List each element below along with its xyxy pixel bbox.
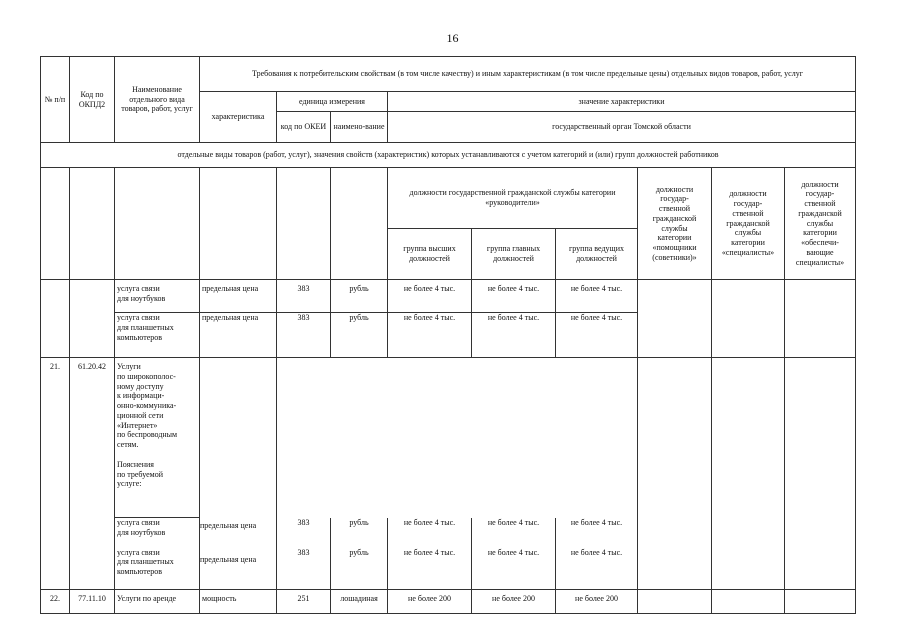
page-number: 16 (446, 31, 459, 45)
item-unit-code: 383 (277, 548, 331, 590)
item-value-leading: не более 200 (556, 590, 638, 614)
header-unit: единица измерения (277, 92, 388, 112)
header-requirements: Требования к потребительским свойствам (в том числе качеству) и иным характеристикам (в том числе предельные цены) отдельных видов товаров, работ, услуг (200, 57, 856, 92)
item-unit-code: 383 (277, 518, 331, 548)
category-assistants: должности государ- ственной гражданской службы категории «помощники (советники)» (638, 168, 712, 280)
category-support: должности государ- ственной гражданской службы категории «обеспечи- вающие специалисты» (785, 168, 856, 280)
item-value-main: не более 4 тыс. (472, 548, 556, 590)
row-okpd: 61.20.42 (70, 358, 115, 590)
item-name: услуга связи для ноутбуков (115, 518, 200, 548)
item-value-leading: не более 4 тыс. (556, 548, 638, 590)
item-value-main: не более 4 тыс. (472, 518, 556, 548)
item-characteristic: предельная цена (200, 555, 257, 564)
item-value-main: не более 200 (472, 590, 556, 614)
item-name: услуга связи для ноутбуков (115, 280, 200, 313)
header-okpd: Код по ОКПД2 (70, 57, 115, 143)
item-name: услуга связи для планшетных компьютеров (115, 548, 200, 590)
requirements-table (40, 56, 856, 614)
header-unit-code: код по ОКЕИ (277, 112, 331, 143)
service-description: Услуги по широкополос- ному доступу к информаци- онно-коммуника- ционной сети «Интернет» по беспроводным сетям. Пояснения по требуемой услуге: (115, 358, 200, 518)
item-name: услуга связи для планшетных компьютеров (115, 313, 200, 358)
item-value-leading: не более 4 тыс. (556, 313, 638, 358)
section-title: отдельные виды товаров (работ, услуг), значения свойств (характеристик) которых устанавливаются с учетом категорий и (или) групп должностей работников (41, 143, 856, 168)
category-specialists: должности государ- ственной гражданской службы категории «специалисты» (712, 168, 785, 280)
table-row (41, 280, 856, 313)
row-number: 22. (41, 590, 70, 614)
table-row-22 (41, 590, 856, 614)
item-unit-code: 383 (277, 280, 331, 313)
header-unit-name: наимено-вание (331, 112, 388, 143)
category-row-1 (41, 168, 856, 229)
service-description: Услуги по аренде (115, 590, 200, 614)
row-okpd: 77.11.10 (70, 590, 115, 614)
item-characteristic: предельная цена (200, 280, 277, 313)
table-row-21 (41, 358, 856, 518)
item-value-higher: не более 200 (388, 590, 472, 614)
group-higher: группа высших должностей (388, 229, 472, 280)
item-characteristic: предельная цена (200, 313, 277, 358)
section-row (41, 143, 856, 168)
item-value-leading: не более 4 тыс. (556, 280, 638, 313)
item-unit-name: рубль (331, 548, 388, 590)
item-unit-code: 251 (277, 590, 331, 614)
category-leaders: должности государственной гражданской службы категории «руководители» (388, 168, 638, 229)
header-num: № п/п (41, 57, 70, 143)
group-leading: группа ведущих должностей (556, 229, 638, 280)
item-value-higher: не более 4 тыс. (388, 548, 472, 590)
header-name: Наименование отдельного вида товаров, работ, услуг (115, 57, 200, 143)
item-value-higher: не более 4 тыс. (388, 313, 472, 358)
item-value-main: не более 4 тыс. (472, 280, 556, 313)
item-unit-name: рубль (331, 518, 388, 548)
header-value: значение характеристики (388, 92, 856, 112)
row-number: 21. (41, 358, 70, 590)
header-gov-body: государственный орган Томской области (388, 112, 856, 143)
item-unit-name: лошадиная (331, 590, 388, 614)
item-characteristic: мощность (200, 590, 277, 614)
item-unit-code: 383 (277, 313, 331, 358)
item-value-leading: не более 4 тыс. (556, 518, 638, 548)
header-row-1 (41, 57, 856, 92)
item-value-main: не более 4 тыс. (472, 313, 556, 358)
item-value-higher: не более 4 тыс. (388, 518, 472, 548)
item-characteristic: предельная цена (200, 521, 257, 530)
header-characteristic: характеристика (200, 92, 277, 143)
item-value-higher: не более 4 тыс. (388, 280, 472, 313)
item-unit-name: рубль (331, 280, 388, 313)
group-main: группа главных должностей (472, 229, 556, 280)
item-unit-name: рубль (331, 313, 388, 358)
